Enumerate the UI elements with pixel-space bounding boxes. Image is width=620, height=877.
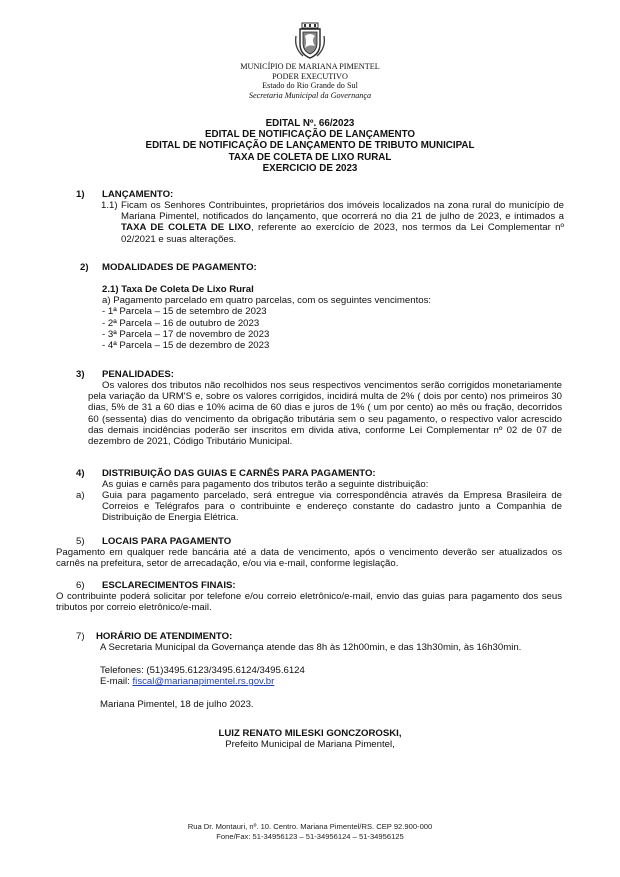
state-name: Estado do Rio Grande do Sul: [262, 81, 358, 91]
section-3-heading: [76, 369, 174, 380]
tax-highlight: TAXA DE COLETA DE LIXO: [121, 222, 251, 234]
letterhead: [0, 22, 620, 100]
signatory-name: LUIZ RENATO MILESKI GONCZOROSKI,: [218, 728, 402, 739]
section-title: HORÁRIO DE ATENDIMENTO:: [96, 631, 233, 642]
section-number: 3): [76, 369, 85, 380]
section-2-heading: [80, 262, 257, 273]
edital-subtitle: EDITAL DE NOTIFICAÇÃO DE LANÇAMENTO DE TRIBUTO MUNICIPAL: [145, 140, 475, 152]
section-number: 2): [80, 262, 89, 273]
installment-item: - 3ª Parcela – 17 de novembro de 2023: [102, 328, 270, 340]
section-2-intro: a) Pagamento parcelado em quatro parcelas, com os seguintes vencimentos:: [102, 295, 432, 307]
section-7-text: A Secretaria Municipal da Governança atende das 8h às 12h00min, e das 13h30min, às 16h30min.: [100, 642, 522, 653]
municipality-name: MUNICÍPIO DE MARIANA PIMENTEL: [240, 62, 380, 71]
installment-item: - 1ª Parcela – 15 de setembro de 2023: [102, 306, 267, 318]
footer-phones: Fone/Fax: 51-34956123 – 51-34956124 – 51-34956125: [216, 831, 404, 841]
section-3-text: Os valores dos tributos não recolhidos nos seus respectivos vencimentos serão corrigidos monetariamente pela variação da URM'S e, sobre os valores corrigidos, incidirá multa de 2% ( dois por cento) nos primeiros 30 dias, 5% de 31 a 60 dias e 10% acima de 60 dias e juros de 1% ( um por cento) ao mês ou fração, decorridos 60 (sessenta) dias do vencimento da obrigação tributária sem o seu pagamento, o respectivo valor acrescido das demais incidências poderão ser inscritos em divida ativa, conforme Lei Complementar nº 02 de 07 de dezembro de 2021, Código Tributário Municipal.: [88, 380, 562, 448]
section-2-subtitle: 2.1) Taxa De Coleta De Lixo Rural: [102, 284, 254, 295]
section-4-intro: As guias e carnês para pagamento dos tributos terão a seguinte distribuição:: [102, 479, 429, 490]
executive-power: PODER EXECUTIVO: [272, 71, 348, 81]
section-number: 6): [76, 580, 85, 591]
edital-title: EDITAL DE NOTIFICAÇÃO DE LANÇAMENTO: [204, 129, 416, 141]
section-title: LANÇAMENTO:: [102, 189, 174, 200]
fiscal-year: EXERCICIO DE 2023: [262, 162, 358, 174]
section-title: ESCLARECIMENTOS FINAIS:: [102, 580, 236, 591]
section-number: 1): [76, 189, 85, 200]
tax-name: TAXA DE COLETA DE LIXO RURAL: [228, 151, 392, 163]
section-6-text: O contribuinte poderá solicitar por telefone e/ou correio eletrônico/e-mail, envio das guias para pagamento dos seus tributos por correio eletrônico/e-mail.: [56, 591, 562, 614]
section-4-heading: [76, 468, 376, 479]
section-title: PENALIDADES:: [102, 369, 174, 380]
section-1-text: Ficam os Senhores Contribuintes, proprietários dos imóveis localizados na zona rural do município de Mariana Pimentel, notificados do lançamento, que ocorrerá no dia 21 de julho de 2023, e intimados a TAXA DE COLETA DE LIXO, referente ao exercício de 2023, nos termos da Lei Complementar nº 02/2021 e suas alterações.: [121, 200, 564, 245]
section-6-heading: [76, 580, 236, 591]
section-1-heading: [76, 189, 174, 200]
section-7-heading: [76, 631, 233, 642]
signatory-role: Prefeito Municipal de Mariana Pimentel,: [225, 739, 395, 751]
email-link[interactable]: fiscal@marianapimentel.rs.gov.br: [132, 676, 275, 687]
edital-titles: [0, 118, 620, 174]
edital-number: EDITAL Nº. 66/2023: [265, 118, 355, 129]
section-2-body: [102, 284, 562, 351]
section-5-text: Pagamento em qualquer rede bancária até a data de vencimento, após o vencimento deverão ser atualizados os carnês na prefeitura, setor de arrecadação, e/ou via e-mail, conforme legislação.: [56, 547, 562, 570]
section-1-subnumber: 1.1): [101, 200, 118, 211]
section-title: LOCAIS PARA PAGAMENTO: [102, 536, 232, 547]
signature-block: [0, 728, 620, 750]
page-footer: [0, 822, 620, 841]
installment-item: - 4ª Parcela – 15 de dezembro de 2023: [102, 340, 270, 352]
email-label: E-mail:: [100, 676, 133, 687]
email-line: [100, 676, 274, 687]
section-4-item-label: a): [76, 490, 85, 501]
footer-address: Rua Dr. Montauri, nº. 10. Centro. Mariana Pimentel/RS. CEP 92.900-000: [187, 822, 433, 831]
section-title: MODALIDADES DE PAGAMENTO:: [102, 262, 257, 273]
section-title: DISTRIBUIÇÃO DAS GUIAS E CARNÊS PARA PAGAMENTO:: [102, 468, 376, 479]
section-5-heading: [76, 536, 232, 547]
secretariat-name: Secretaria Municipal da Governança: [248, 90, 372, 100]
section-number: 7): [76, 631, 85, 642]
section-number: 4): [76, 468, 85, 479]
municipal-coat-of-arms-icon: [293, 22, 327, 60]
section-number: 5): [76, 536, 85, 547]
section-4-item-text: Guia para pagamento parcelado, será entregue via correspondência através da Empresa Brasileira de Correios e Telégrafos para o contribuinte e endereço constante do cadastro junto a Companhia de Distribuição de Energia Elétrica.: [102, 490, 562, 524]
place-date: Mariana Pimentel, 18 de julho 2023.: [100, 699, 254, 710]
installment-item: - 2ª Parcela – 16 de outubro de 2023: [102, 317, 260, 329]
phone-numbers: Telefones: (51)3495.6123/3495.6124/3495.6124: [100, 665, 305, 676]
